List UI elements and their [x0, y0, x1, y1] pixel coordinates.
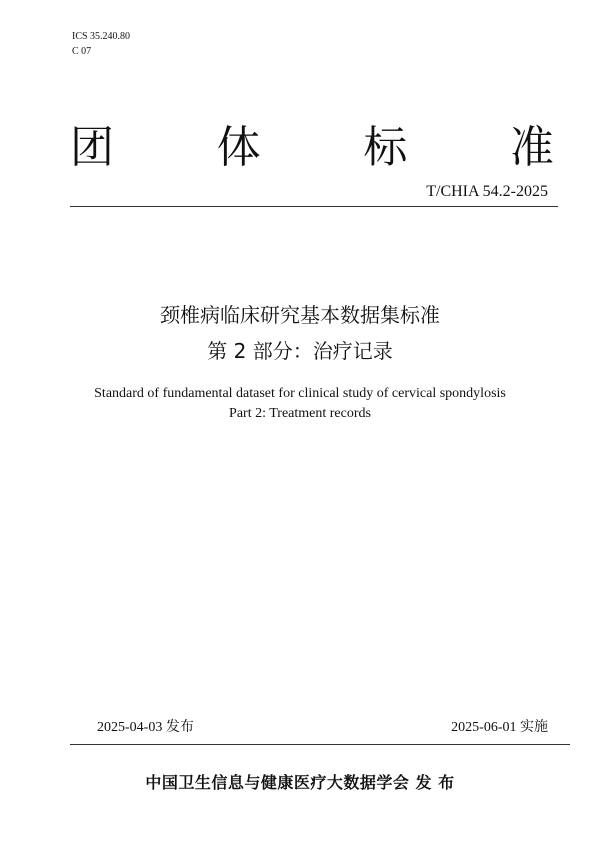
- title-en-line1: Standard of fundamental dataset for clinical study of cervical spondylosis: [94, 386, 506, 401]
- document-type-char: 团: [70, 122, 114, 173]
- top-divider: [70, 206, 558, 207]
- standard-number: T/CHIA 54.2-2025: [426, 183, 548, 200]
- title-zh-line2: 第 2 部分：治疗记录: [207, 339, 393, 363]
- release-date: 2025-04-03 发布: [97, 720, 194, 735]
- document-type-char: 体: [216, 122, 261, 173]
- ccs-code: C 07: [72, 46, 92, 57]
- document-type-title: [70, 122, 554, 174]
- title-zh-line1: 颈椎病临床研究基本数据集标准: [160, 303, 440, 327]
- publisher: 中国卫生信息与健康医疗大数据学会 发 布: [145, 773, 455, 792]
- ics-code: ICS 35.240.80: [72, 31, 131, 42]
- document-type-char: 准: [509, 122, 554, 173]
- bottom-divider: [70, 744, 570, 745]
- implementation-date: 2025-06-01 实施: [451, 720, 548, 735]
- document-type-char: 标: [363, 122, 408, 173]
- title-en-line2: Part 2: Treatment records: [229, 406, 371, 421]
